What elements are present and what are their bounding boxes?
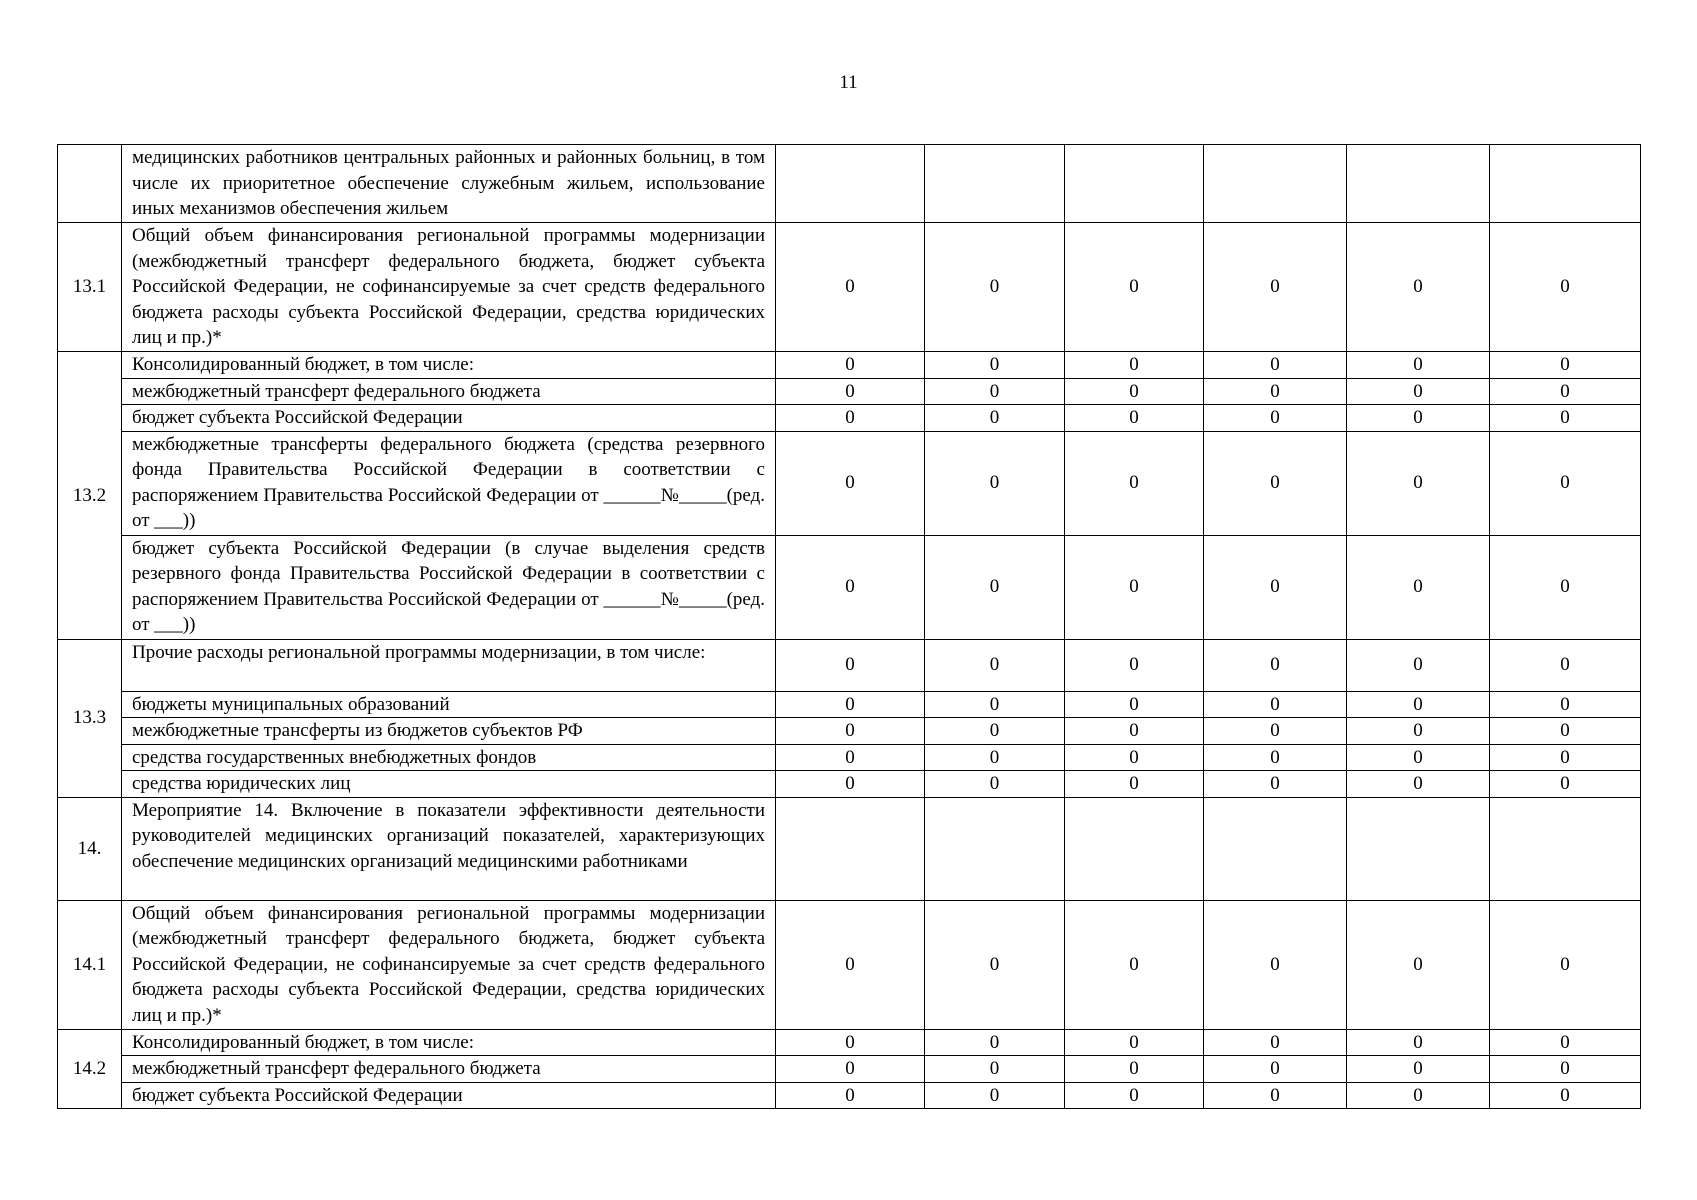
- value-cell: 0: [1490, 900, 1641, 1029]
- row-description: Консолидированный бюджет, в том числе:: [122, 1029, 776, 1056]
- value-cell: 0: [1490, 718, 1641, 745]
- value-cell: 0: [1065, 718, 1204, 745]
- value-cell: 0: [1204, 718, 1347, 745]
- value-cell: 0: [925, 691, 1065, 718]
- value-cell: 0: [925, 431, 1065, 535]
- value-cell: 0: [925, 639, 1065, 691]
- row-number: 14.2: [58, 1029, 122, 1109]
- value-cell: 0: [1490, 771, 1641, 798]
- value-cell: [1204, 145, 1347, 223]
- row-description: бюджет субъекта Российской Федерации: [122, 1082, 776, 1109]
- value-cell: 0: [1065, 535, 1204, 639]
- row-number: [58, 145, 122, 223]
- value-cell: 0: [1347, 639, 1490, 691]
- value-cell: 0: [776, 535, 925, 639]
- value-cell: 0: [1490, 405, 1641, 432]
- row-description: средства юридических лиц: [122, 771, 776, 798]
- value-cell: [925, 797, 1065, 900]
- value-cell: 0: [776, 1056, 925, 1083]
- value-cell: 0: [1065, 691, 1204, 718]
- value-cell: 0: [1490, 535, 1641, 639]
- value-cell: 0: [1065, 378, 1204, 405]
- row-description: бюджет субъекта Российской Федерации: [122, 405, 776, 432]
- value-cell: 0: [1490, 223, 1641, 352]
- value-cell: 0: [776, 352, 925, 379]
- table-row: [58, 431, 1641, 535]
- value-cell: 0: [1204, 431, 1347, 535]
- value-cell: 0: [1204, 744, 1347, 771]
- value-cell: 0: [1065, 1056, 1204, 1083]
- row-description: Консолидированный бюджет, в том числе:: [122, 352, 776, 379]
- value-cell: 0: [1065, 431, 1204, 535]
- table-row: [58, 771, 1641, 798]
- row-description: межбюджетные трансферты из бюджетов субъектов РФ: [122, 718, 776, 745]
- value-cell: 0: [1347, 378, 1490, 405]
- table-row: [58, 691, 1641, 718]
- value-cell: 0: [1065, 1082, 1204, 1109]
- value-cell: 0: [1347, 223, 1490, 352]
- value-cell: 0: [1204, 691, 1347, 718]
- value-cell: 0: [776, 405, 925, 432]
- row-description: средства государственных внебюджетных фондов: [122, 744, 776, 771]
- value-cell: [1490, 145, 1641, 223]
- value-cell: 0: [1347, 771, 1490, 798]
- value-cell: 0: [1490, 639, 1641, 691]
- value-cell: 0: [1347, 1082, 1490, 1109]
- value-cell: 0: [1490, 691, 1641, 718]
- table-row: [58, 900, 1641, 1029]
- value-cell: 0: [776, 431, 925, 535]
- row-description: межбюджетные трансферты федерального бюджета (средства резервного фонда Правительства Российской Федерации в соответствии с распоряжением Правительства Российской Федерации от ______№_____(ред. от ___)): [122, 431, 776, 535]
- value-cell: 0: [1204, 1029, 1347, 1056]
- table-row: [58, 744, 1641, 771]
- row-description: Прочие расходы региональной программы модернизации, в том числе:: [122, 639, 776, 691]
- value-cell: 0: [1347, 691, 1490, 718]
- value-cell: 0: [1347, 405, 1490, 432]
- value-cell: 0: [776, 691, 925, 718]
- financing-table: [57, 144, 1641, 1109]
- value-cell: [1490, 797, 1641, 900]
- value-cell: 0: [776, 744, 925, 771]
- row-description: Общий объем финансирования региональной программы модернизации (межбюджетный трансферт федерального бюджета, бюджет субъекта Российской Федерации, не софинансируемые за счет средств федерального бюджета расходы субъекта Российской Федерации, средства юридических лиц и пр.)*: [122, 223, 776, 352]
- value-cell: 0: [1490, 1029, 1641, 1056]
- value-cell: 0: [1490, 1056, 1641, 1083]
- value-cell: 0: [1490, 431, 1641, 535]
- value-cell: 0: [776, 771, 925, 798]
- value-cell: 0: [925, 1082, 1065, 1109]
- value-cell: 0: [1347, 1029, 1490, 1056]
- value-cell: 0: [1204, 352, 1347, 379]
- value-cell: 0: [925, 223, 1065, 352]
- value-cell: 0: [1490, 352, 1641, 379]
- value-cell: 0: [1490, 744, 1641, 771]
- value-cell: 0: [1204, 771, 1347, 798]
- value-cell: 0: [1204, 1056, 1347, 1083]
- value-cell: 0: [1204, 223, 1347, 352]
- value-cell: 0: [776, 378, 925, 405]
- value-cell: 0: [776, 718, 925, 745]
- value-cell: 0: [1065, 639, 1204, 691]
- value-cell: 0: [1065, 352, 1204, 379]
- value-cell: [1347, 145, 1490, 223]
- row-description: бюджет субъекта Российской Федерации (в случае выделения средств резервного фонда Правительства Российской Федерации в соответствии с распоряжением Правительства Российской Федерации от ______№_____(ред. от ___)): [122, 535, 776, 639]
- value-cell: 0: [776, 639, 925, 691]
- value-cell: 0: [1347, 744, 1490, 771]
- value-cell: 0: [1065, 771, 1204, 798]
- value-cell: 0: [1065, 1029, 1204, 1056]
- value-cell: 0: [1347, 431, 1490, 535]
- row-number: 13.3: [58, 639, 122, 797]
- value-cell: 0: [1065, 405, 1204, 432]
- value-cell: [925, 145, 1065, 223]
- value-cell: [1065, 797, 1204, 900]
- row-number: 13.1: [58, 223, 122, 352]
- table-row: [58, 352, 1641, 379]
- value-cell: 0: [776, 900, 925, 1029]
- value-cell: 0: [925, 718, 1065, 745]
- value-cell: 0: [925, 352, 1065, 379]
- row-description: межбюджетный трансферт федерального бюджета: [122, 378, 776, 405]
- value-cell: 0: [1065, 223, 1204, 352]
- table-row: [58, 639, 1641, 691]
- value-cell: 0: [1204, 639, 1347, 691]
- value-cell: [1065, 145, 1204, 223]
- value-cell: 0: [925, 535, 1065, 639]
- value-cell: 0: [1490, 378, 1641, 405]
- row-description: Общий объем финансирования региональной программы модернизации (межбюджетный трансферт федерального бюджета, бюджет субъекта Российской Федерации, не софинансируемые за счет средств федерального бюджета расходы субъекта Российской Федерации, средства юридических лиц и пр.)*: [122, 900, 776, 1029]
- row-description: медицинских работников центральных районных и районных больниц, в том числе их приоритетное обеспечение служебным жильем, использование иных механизмов обеспечения жильем: [122, 145, 776, 223]
- table-row: [58, 145, 1641, 223]
- value-cell: 0: [1065, 900, 1204, 1029]
- value-cell: 0: [776, 223, 925, 352]
- table-row: [58, 223, 1641, 352]
- row-number: 13.2: [58, 352, 122, 640]
- value-cell: 0: [925, 900, 1065, 1029]
- value-cell: 0: [1490, 1082, 1641, 1109]
- table-row: [58, 718, 1641, 745]
- value-cell: 0: [925, 405, 1065, 432]
- table-row: [58, 1029, 1641, 1056]
- row-description: Мероприятие 14. Включение в показатели эффективности деятельности руководителей медицинских организаций показателей, характеризующих обеспечение медицинских организаций медицинскими работниками: [122, 797, 776, 900]
- value-cell: 0: [776, 1029, 925, 1056]
- value-cell: 0: [1347, 535, 1490, 639]
- row-number: 14.1: [58, 900, 122, 1029]
- value-cell: 0: [1347, 900, 1490, 1029]
- value-cell: 0: [925, 771, 1065, 798]
- page-number: 11: [839, 72, 858, 93]
- value-cell: 0: [1204, 405, 1347, 432]
- row-description: бюджеты муниципальных образований: [122, 691, 776, 718]
- value-cell: 0: [776, 1082, 925, 1109]
- value-cell: 0: [1347, 1056, 1490, 1083]
- value-cell: 0: [925, 378, 1065, 405]
- value-cell: 0: [1204, 535, 1347, 639]
- row-number: 14.: [58, 797, 122, 900]
- value-cell: [1204, 797, 1347, 900]
- value-cell: 0: [1204, 1082, 1347, 1109]
- value-cell: 0: [1347, 718, 1490, 745]
- row-description: межбюджетный трансферт федерального бюджета: [122, 1056, 776, 1083]
- value-cell: 0: [1347, 352, 1490, 379]
- value-cell: [776, 797, 925, 900]
- value-cell: [1347, 797, 1490, 900]
- value-cell: 0: [1204, 900, 1347, 1029]
- table-row: [58, 1056, 1641, 1083]
- value-cell: 0: [925, 744, 1065, 771]
- table-row: [58, 378, 1641, 405]
- value-cell: 0: [1204, 378, 1347, 405]
- table-row: [58, 1082, 1641, 1109]
- table-row: [58, 535, 1641, 639]
- value-cell: 0: [1065, 744, 1204, 771]
- table-row: [58, 797, 1641, 900]
- value-cell: [776, 145, 925, 223]
- table-row: [58, 405, 1641, 432]
- value-cell: 0: [925, 1029, 1065, 1056]
- value-cell: 0: [925, 1056, 1065, 1083]
